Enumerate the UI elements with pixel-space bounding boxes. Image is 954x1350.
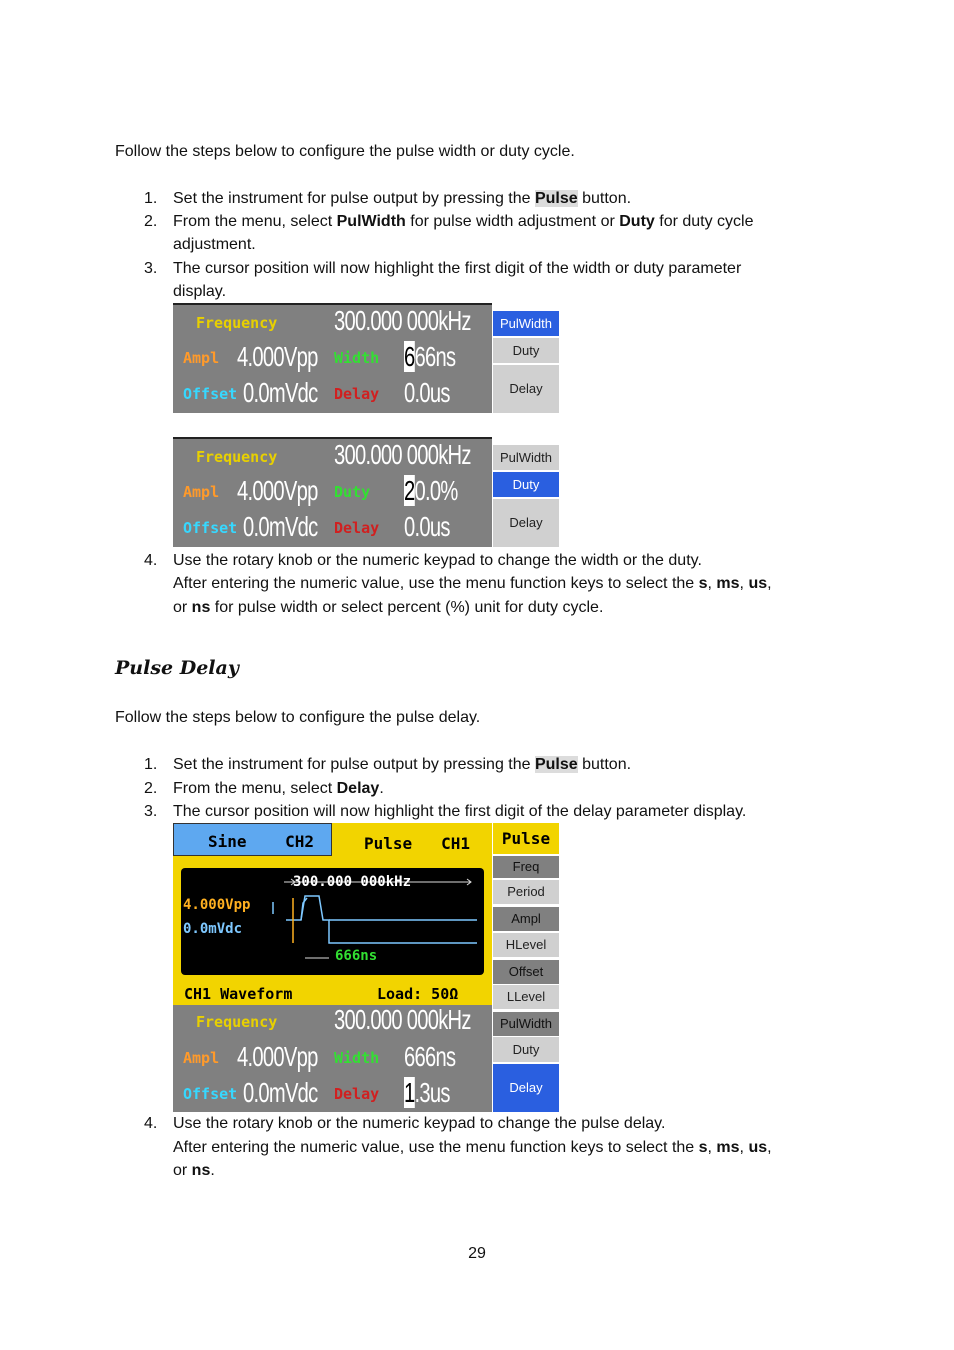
cursor-digit: 2 — [404, 475, 415, 506]
section-heading: Pulse Delay — [115, 657, 239, 679]
menu-pulwidth[interactable]: PulWidth — [493, 445, 559, 470]
menu-hlevel[interactable]: HLevel — [493, 933, 559, 957]
menu-period[interactable]: Period — [493, 880, 559, 904]
menu-duty[interactable]: Duty — [493, 1037, 559, 1062]
lcd-screen-duty — [173, 437, 559, 547]
page-number: 29 — [468, 1245, 486, 1262]
wave-amplitude: 4.000Vpp — [183, 897, 251, 913]
frequency-row: Frequency 300.000 000kHz — [173, 437, 492, 475]
menu-delay[interactable]: Delay — [493, 365, 559, 413]
status-load: Load: 50Ω — [377, 985, 459, 1003]
menu-pulwidth[interactable]: PulWidth — [493, 311, 559, 336]
intro-text: Follow the steps below to configure the pulse width or duty cycle. — [115, 143, 575, 160]
tab-ch2[interactable]: Sine CH2 — [173, 823, 332, 856]
lcd-screen-width — [173, 303, 559, 413]
intro-text: Follow the steps below to configure the pulse delay. — [115, 709, 481, 726]
offset-row: Offset 0.0mVdc Delay 0.0us — [173, 377, 492, 413]
pulse-button-ref: Pulse — [534, 756, 578, 773]
menu-delay[interactable]: Delay — [493, 499, 559, 547]
wave-offset: 0.0mVdc — [183, 921, 243, 937]
offset-row: Offset 0.0mVdc Delay 1.3us — [173, 1077, 492, 1112]
wave-width: 666ns — [335, 948, 378, 964]
menu-offset[interactable]: Offset — [493, 960, 559, 984]
ampl-row: Ampl 4.000Vpp Duty 20.0% — [173, 475, 492, 511]
menu-pulwidth[interactable]: PulWidth — [493, 1012, 559, 1036]
ampl-row: Ampl 4.000Vpp Width 666ns — [173, 341, 492, 377]
tab-ch1[interactable]: Pulse CH1 — [364, 834, 470, 853]
menu-duty[interactable]: Duty — [493, 338, 559, 363]
frequency-row: Frequency 300.000 000kHz — [173, 1005, 492, 1041]
softkey-menu — [493, 437, 559, 547]
menu-duty[interactable]: Duty — [493, 472, 559, 497]
cursor-digit: 6 — [404, 341, 415, 372]
softkey-menu — [493, 823, 559, 1112]
softkey-menu — [493, 303, 559, 413]
menu-llevel[interactable]: LLevel — [493, 985, 559, 1009]
frequency-row: Frequency 300.000 000kHz — [173, 303, 492, 341]
menu-ampl[interactable]: Ampl — [493, 907, 559, 931]
menu-freq[interactable]: Freq — [493, 856, 559, 878]
offset-row: Offset 0.0mVdc Delay 0.0us — [173, 511, 492, 547]
ampl-row: Ampl 4.000Vpp Width 666ns — [173, 1041, 492, 1077]
lcd-screen-delay — [173, 823, 559, 1112]
status-waveform: CH1 Waveform — [184, 985, 293, 1003]
pulse-button-ref: Pulse — [534, 190, 578, 207]
waveform-display — [181, 868, 484, 975]
menu-delay[interactable]: Delay — [493, 1064, 559, 1112]
wave-frequency: 300.000 000kHz — [293, 874, 412, 890]
cursor-digit: 1 — [404, 1077, 415, 1108]
menu-header-pulse: Pulse — [493, 823, 559, 854]
